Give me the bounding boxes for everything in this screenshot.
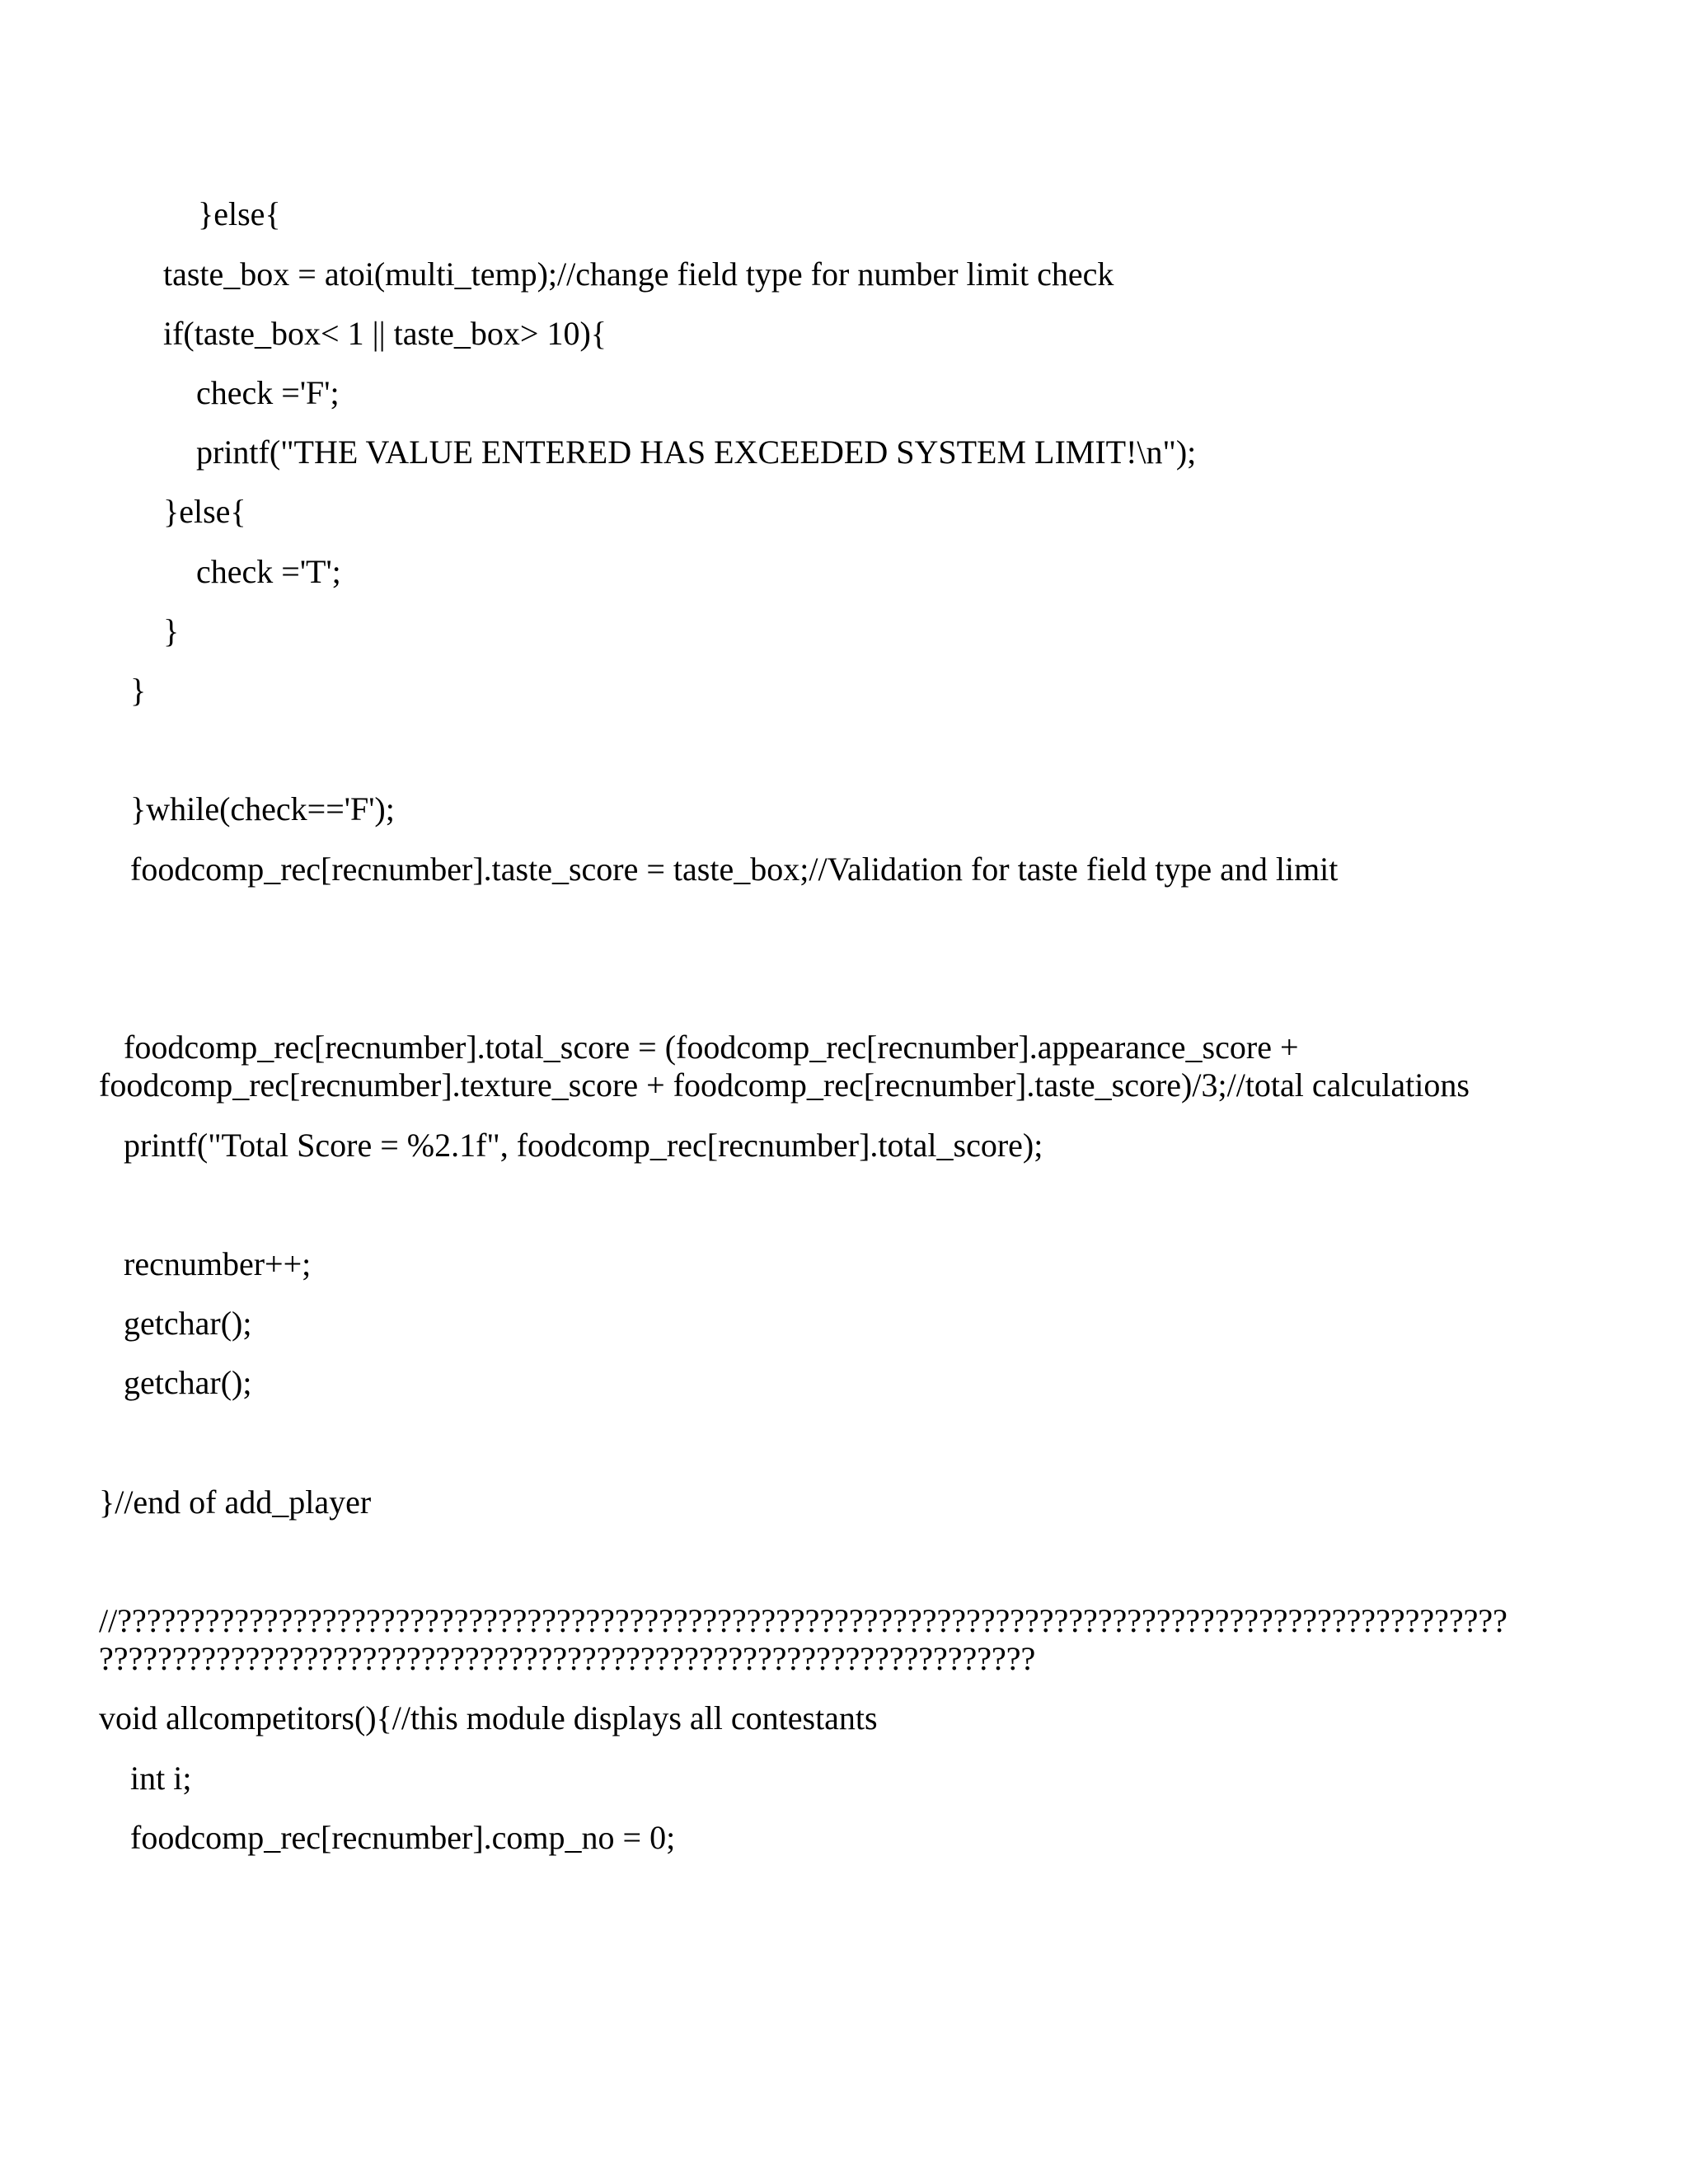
code-line: void allcompetitors(){//this module displays all contestants bbox=[99, 1699, 878, 1736]
separator-comment-line: ???????????????????????????????????????????????????????????????? bbox=[99, 1640, 1036, 1677]
code-line: foodcomp_rec[recnumber].total_score = (foodcomp_rec[recnumber].appearance_score + bbox=[124, 1029, 1299, 1066]
separator-comment-line: //??????????????????????????????????????????????????????????????????????????????????????????????? bbox=[99, 1602, 1507, 1639]
code-line: getchar(); bbox=[124, 1364, 252, 1401]
code-line: taste_box = atoi(multi_temp);//change field type for number limit check bbox=[163, 255, 1114, 293]
code-line: }else{ bbox=[198, 195, 281, 232]
code-line: if(taste_box< 1 || taste_box> 10){ bbox=[163, 315, 607, 352]
code-line: foodcomp_rec[recnumber].texture_score + foodcomp_rec[recnumber].taste_score)/3;//total calculations bbox=[99, 1066, 1470, 1104]
code-line: check ='T'; bbox=[196, 553, 341, 590]
code-line: }//end of add_player bbox=[99, 1483, 372, 1521]
code-line: getchar(); bbox=[124, 1305, 252, 1342]
code-line: printf("Total Score = %2.1f", foodcomp_rec[recnumber].total_score); bbox=[124, 1127, 1043, 1164]
code-line: foodcomp_rec[recnumber].taste_score = taste_box;//Validation for taste field type and limit bbox=[130, 851, 1339, 888]
code-line: foodcomp_rec[recnumber].comp_no = 0; bbox=[130, 1819, 676, 1856]
code-line: } bbox=[130, 672, 147, 709]
code-line: } bbox=[163, 612, 180, 649]
code-line: check ='F'; bbox=[196, 374, 340, 411]
code-line: printf("THE VALUE ENTERED HAS EXCEEDED SYSTEM LIMIT!\n"); bbox=[196, 434, 1197, 471]
code-line: }while(check=='F'); bbox=[130, 790, 395, 827]
code-line: int i; bbox=[130, 1760, 192, 1797]
code-line: recnumber++; bbox=[124, 1245, 312, 1282]
code-line: }else{ bbox=[163, 493, 246, 530]
